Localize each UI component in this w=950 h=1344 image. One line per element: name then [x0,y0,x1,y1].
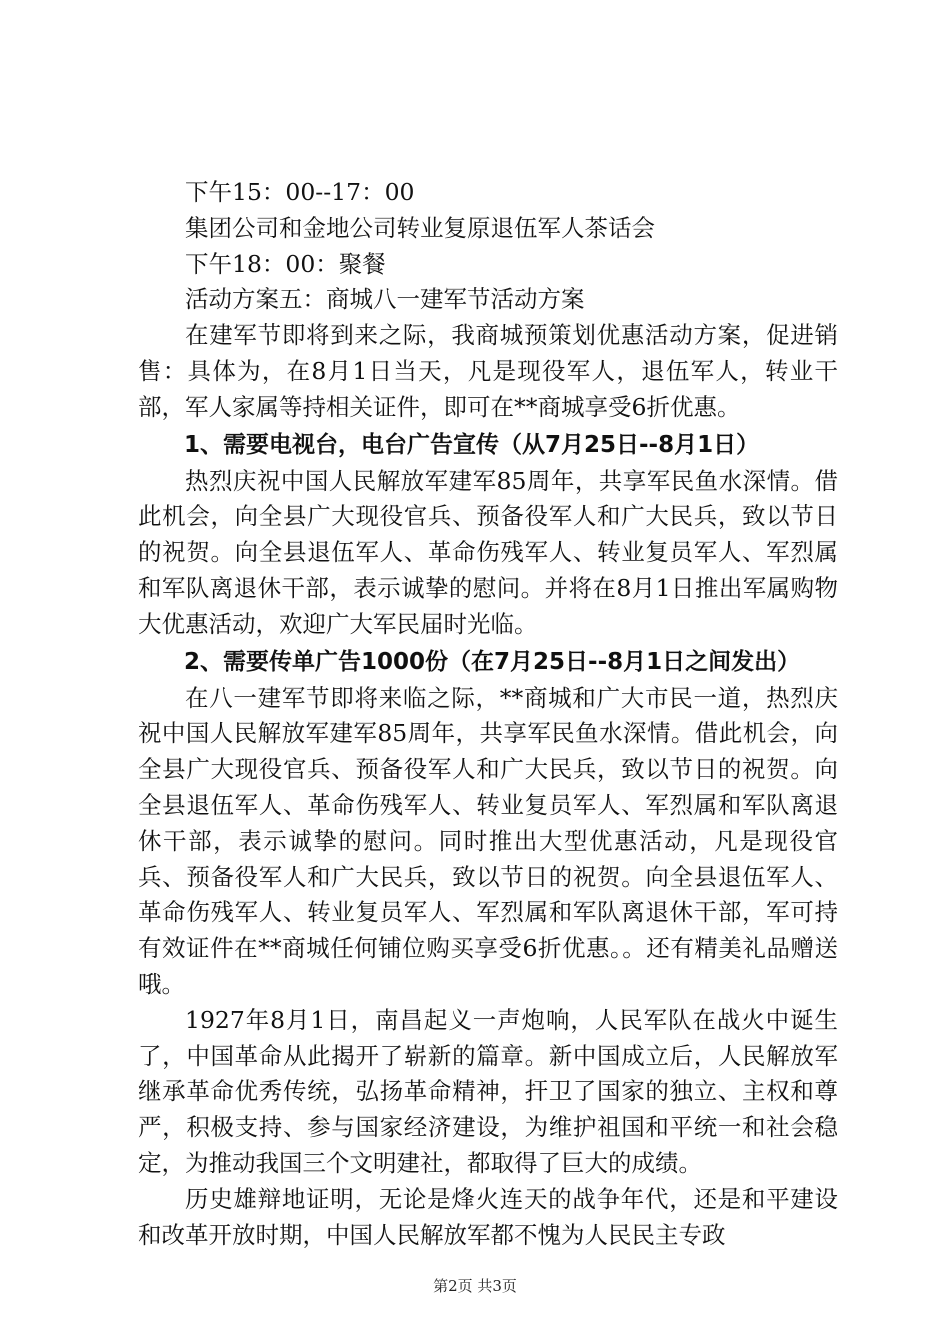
schedule-dinner: 下午18：00：聚餐 [185,249,386,278]
schedule-tea-party: 集团公司和金地公司转业复原退伍军人茶话会 [185,213,655,242]
tv-ads-paragraph: 热烈庆祝中国人民解放军建军85周年，共享军民鱼水深情。借此机会，向全县广大现役官兵、预备役军人和广大民兵，致以节日的祝贺。向全县退伍军人、革命伤残军人、转业复员军人、军烈属和军队离退休干部，表示诚挚的慰问。并将在8月1日推出军属购物大优惠活动，欢迎广大军民届时光临。 [138,466,838,638]
section-heading-flyers: 2、需要传单广告1000份（在7月25日--8月1日之间发出） [184,648,801,675]
page-footer: 第2页 共3页 [433,1277,517,1295]
section-heading-tv-ads: 1、需要电视台，电台广告宣传（从7月25日--8月1日） [184,431,760,458]
flyer-paragraph: 在八一建军节即将来临之际，**商城和广大市民一道，热烈庆祝中国人民解放军建军85周年，共享军民鱼水深情。借此机会，向全县广大现役官兵、预备役军人和广大民兵，致以节日的祝贺。向全县退伍军人、革命伤残军人、转业复员军人、军烈属和军队离退休干部，表示诚挚的慰问。同时推出大型优惠活动，凡是现役官兵、预备役军人和广大民兵，致以节日的祝贺。向全县退伍军人、革命伤残军人、转业复员军人、军烈属和军队离退休干部，军可持有效证件在**商城任何铺位购买享受6折优惠。。还有精美礼品赠送哦。 [138,683,838,998]
schedule-time-afternoon: 下午15：00--17：00 [185,178,415,206]
plan-intro-paragraph: 在建军节即将到来之际，我商城预策划优惠活动方案，促进销售：具体为，在8月1日当天，凡是现役军人，退伍军人，转业干部，军人家属等持相关证件，即可在**商城享受6折优惠。 [138,321,838,421]
history-paragraph: 1927年8月1日，南昌起义一声炮响，人民军队在战火中诞生了，中国革命从此揭开了崭新的篇章。新中国成立后，人民解放军继承革命优秀传统，弘扬革命精神，扞卫了国家的独立、主权和尊严，积极支持、参与国家经济建设，为维护祖国和平统一和社会稳定，为推动我国三个文明建社，都取得了巨大的成绩。 [138,1005,838,1177]
document-body [138,175,838,1253]
history-conclusion-paragraph: 历史雄辩地证明，无论是烽火连天的战争年代，还是和平建设和改革开放时期，中国人民解放军都不愧为人民民主专政 [138,1184,838,1249]
plan-five-title: 活动方案五：商城八一建军节活动方案 [185,285,585,314]
